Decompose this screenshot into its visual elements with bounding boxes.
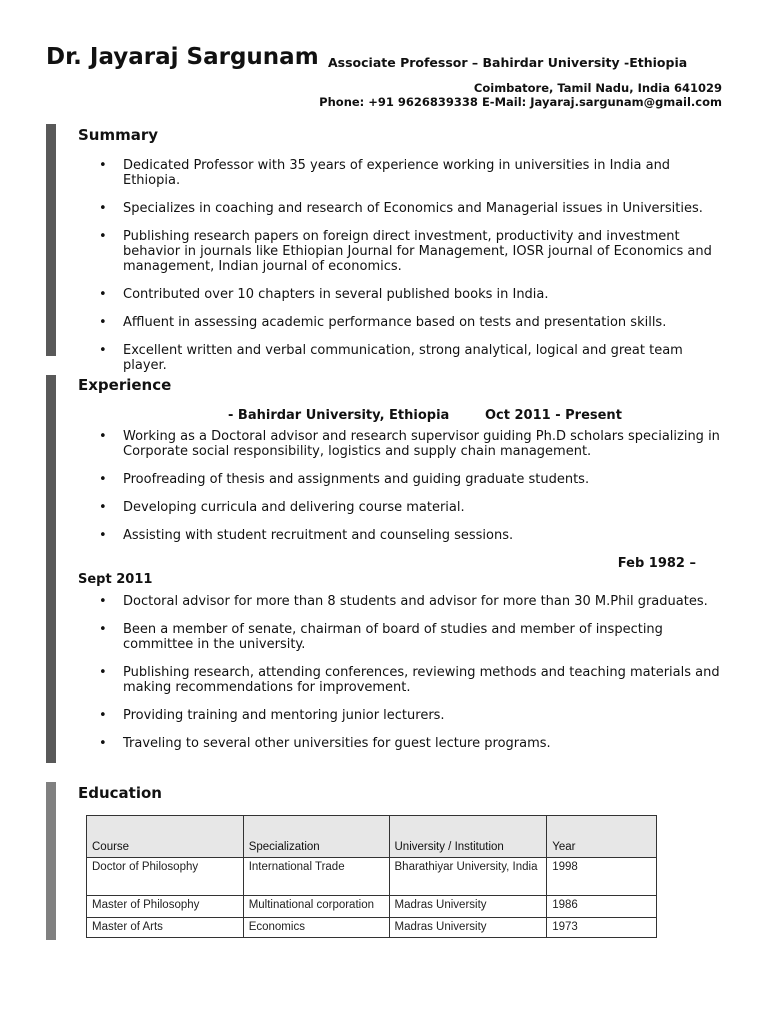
address: Coimbatore, Tamil Nadu, India 641029 xyxy=(473,81,722,95)
list-item: • Dedicated Professor with 35 years of experience working in universities in India and Ethiopia. xyxy=(78,158,728,188)
experience-title: Experience xyxy=(78,376,172,394)
education-table xyxy=(86,815,657,938)
candidate-role: Associate Professor – Bahirdar University -Ethiopia xyxy=(328,55,688,70)
summary-list xyxy=(78,158,728,386)
list-item: • Been a member of senate, chairman of board of studies and member of inspecting committee in the university. xyxy=(78,622,728,652)
header-university: University / Institution xyxy=(389,816,547,858)
table-row xyxy=(87,858,657,896)
job1-list xyxy=(78,429,728,556)
cell-year: 1973 xyxy=(547,918,657,938)
table-row xyxy=(87,896,657,918)
list-item: • Publishing research, attending conferences, reviewing methods and teaching materials and making recommendations for improvement. xyxy=(78,665,728,695)
list-item: • Publishing research papers on foreign direct investment, productivity and investment behavior in journals like Ethiopian Journal for Management, IOSR journal of Economics and management, Indian journal of economics. xyxy=(78,229,728,274)
job1-dates: Oct 2011 - Present xyxy=(485,408,622,423)
phone-email: Phone: +91 9626839338 E-Mail: Jayaraj.sargunam@gmail.com xyxy=(319,95,722,109)
summary-title: Summary xyxy=(78,126,159,144)
list-item: • Traveling to several other universities for guest lecture programs. xyxy=(78,736,728,751)
list-item: • Assisting with student recruitment and counseling sessions. xyxy=(78,528,728,543)
job2-dates-end: Sept 2011 xyxy=(78,572,153,587)
cell-year: 1986 xyxy=(547,896,657,918)
list-item: • Excellent written and verbal communication, strong analytical, logical and great team player. xyxy=(78,343,728,373)
header-year: Year xyxy=(547,816,657,858)
candidate-name: Dr. Jayaraj Sargunam xyxy=(46,44,319,70)
cell-specialization: Multinational corporation xyxy=(243,896,389,918)
cell-specialization: Economics xyxy=(243,918,389,938)
list-item: • Contributed over 10 chapters in several published books in India. xyxy=(78,287,728,302)
header-specialization: Specialization xyxy=(243,816,389,858)
list-item: • Specializes in coaching and research of Economics and Managerial issues in Universities. xyxy=(78,201,728,216)
list-item: • Working as a Doctoral advisor and research supervisor guiding Ph.D scholars specializing in Corporate social responsibility, logistics and supply chain management. xyxy=(78,429,728,459)
table-row xyxy=(87,918,657,938)
cell-university: Madras University xyxy=(389,918,547,938)
education-section-bar xyxy=(46,782,56,940)
job1-organization: - Bahirdar University, Ethiopia xyxy=(228,408,450,423)
cell-university: Bharathiyar University, India xyxy=(389,858,547,896)
summary-section-bar xyxy=(46,124,56,356)
list-item: • Providing training and mentoring junior lecturers. xyxy=(78,708,728,723)
cell-course: Doctor of Philosophy xyxy=(87,858,244,896)
education-title: Education xyxy=(78,784,162,802)
header-course: Course xyxy=(87,816,244,858)
list-item: • Proofreading of thesis and assignments and guiding graduate students. xyxy=(78,472,728,487)
cell-specialization: International Trade xyxy=(243,858,389,896)
table-header-row xyxy=(87,816,657,858)
job2-dates-start: Feb 1982 – xyxy=(617,556,696,571)
cell-university: Madras University xyxy=(389,896,547,918)
cell-course: Master of Philosophy xyxy=(87,896,244,918)
cell-course: Master of Arts xyxy=(87,918,244,938)
cell-year: 1998 xyxy=(547,858,657,896)
experience-section-bar xyxy=(46,375,56,763)
list-item: • Developing curricula and delivering course material. xyxy=(78,500,728,515)
job2-list xyxy=(78,594,728,764)
list-item: • Doctoral advisor for more than 8 students and advisor for more than 30 M.Phil graduates. xyxy=(78,594,728,609)
list-item: • Affluent in assessing academic performance based on tests and presentation skills. xyxy=(78,315,728,330)
